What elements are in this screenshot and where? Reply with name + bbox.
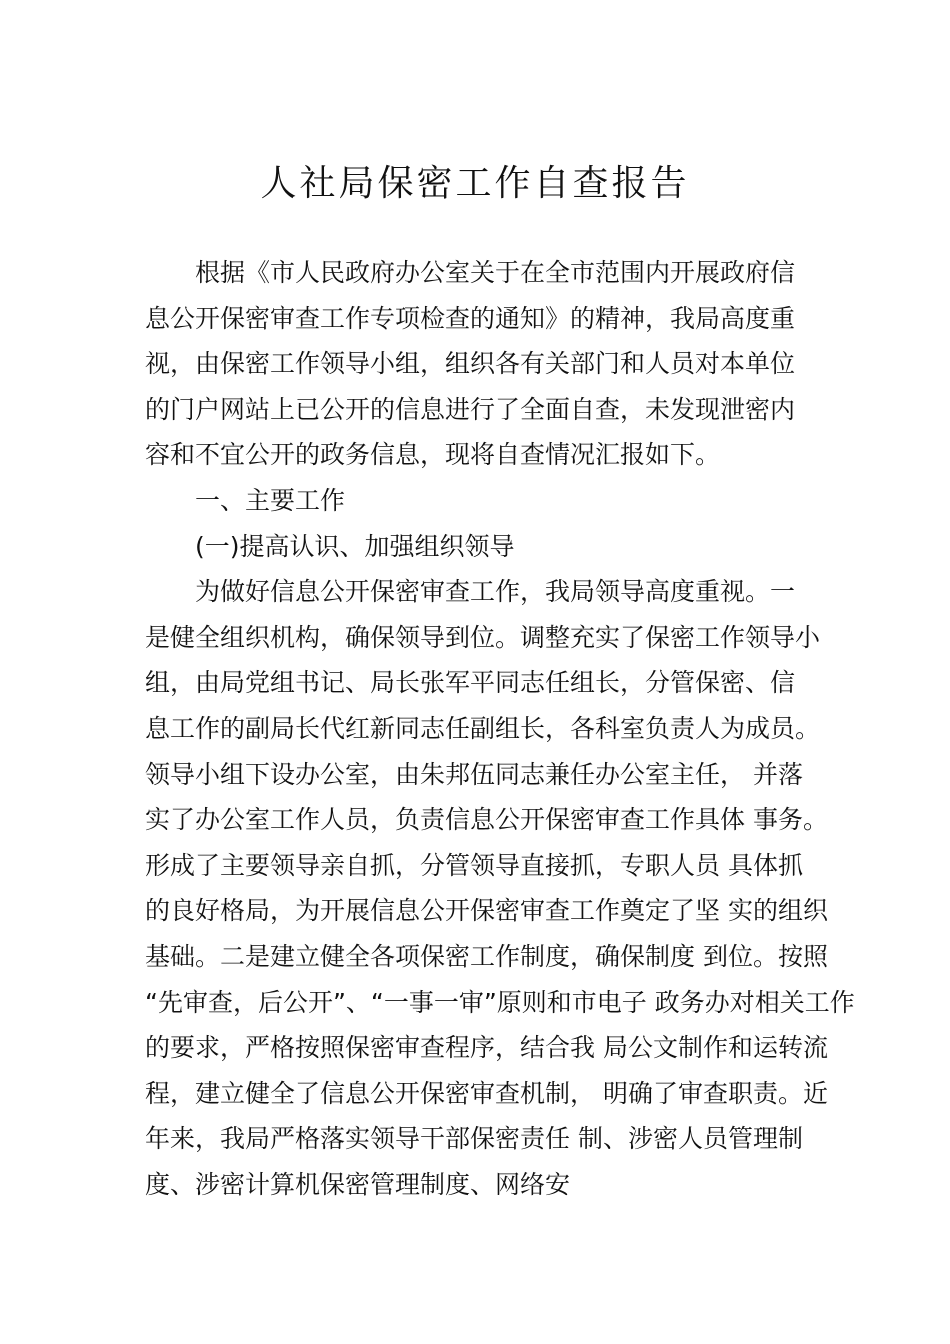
subsection-heading: (一)提高认识、加强组织领导 [195, 531, 515, 561]
paragraph-line: 息工作的副局长代红新同志任副组长，各科室负责人为成员。 [145, 713, 821, 743]
paragraph-line: 是健全组织机构，确保领导到位。调整充实了保密工作领导小 [145, 622, 821, 652]
document-title: 人社局保密工作自查报告 [260, 163, 690, 204]
paragraph-line: 程，建立健全了信息公开保密审查机制， 明确了审查职责。近 [145, 1078, 828, 1108]
paragraph-line: 容和不宜公开的政务信息，现将自查情况汇报如下。 [145, 440, 721, 470]
paragraph-line: 的要求，严格按照保密审查程序，结合我 局公文制作和运转流 [145, 1033, 828, 1063]
paragraph-line: 的良好格局，为开展信息公开保密审查工作奠定了坚 实的组织 [145, 896, 828, 926]
paragraph-line: 形成了主要领导亲自抓，分管领导直接抓，专职人员 具体抓 [145, 850, 803, 880]
paragraph-line: 实了办公室工作人员，负责信息公开保密审查工作具体 事务。 [145, 805, 828, 835]
paragraph-line: 基础。二是建立健全各项保密工作制度，确保制度 到位。按照 [145, 941, 828, 971]
paragraph-line: 的门户网站上已公开的信息进行了全面自查，未发现泄密内 [145, 394, 796, 424]
paragraph-line: “先审查，后公开”、“一事一审”原则和市电子 政务办对相关工作 [145, 987, 855, 1017]
document-body [145, 250, 855, 1207]
paragraph-line: 息公开保密审查工作专项检查的通知》的精神，我局高度重 [145, 303, 796, 333]
paragraph-line: 根据《市人民政府办公室关于在全市范围内开展政府信 [195, 258, 796, 287]
paragraph-line: 组，由局党组书记、局长张军平同志任组长，分管保密、信 [145, 668, 796, 698]
paragraph-line: 视，由保密工作领导小组，组织各有关部门和人员对本单位 [145, 349, 796, 379]
paragraph-line: 度、涉密计算机保密管理制度、网络安 [145, 1169, 571, 1199]
paragraph-line: 年来，我局严格落实领导干部保密责任 制、涉密人员管理制 [145, 1124, 803, 1154]
section-heading: 一、主要工作 [195, 485, 346, 515]
paragraph-line: 为做好信息公开保密审查工作，我局领导高度重视。一 [195, 577, 796, 607]
paragraph-line: 领导小组下设办公室，由朱邦伍同志兼任办公室主任， 并落 [145, 759, 803, 789]
